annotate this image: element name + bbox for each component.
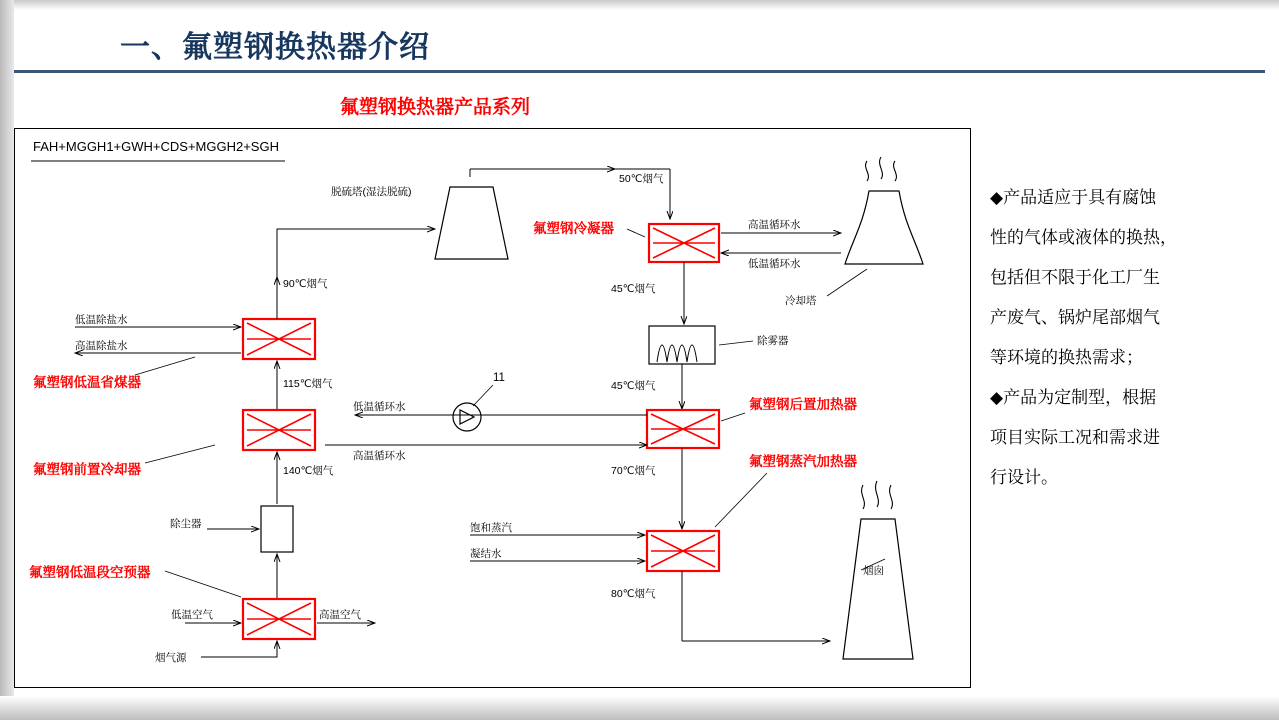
label-flue-50: 50℃烟气 (619, 173, 664, 185)
label-flue-80: 80℃烟气 (611, 588, 656, 600)
label-high-temp-demin-water: 高温除盐水 (75, 340, 128, 352)
slide-top-band (0, 0, 1279, 10)
slide-subtitle: 氟塑钢换热器产品系列 (340, 97, 531, 118)
label-air-preheater: 氟塑钢低温段空预器 (29, 565, 151, 580)
label-hot-circ-water-top: 高温循环水 (748, 219, 801, 231)
pre-cooler-unit (243, 410, 315, 450)
label-condenser: 氟塑钢冷凝器 (533, 221, 614, 236)
note-line-6: ◆产品为定制型，根据 (990, 388, 1157, 407)
label-high-temp-air: 高温空气 (319, 609, 361, 621)
note-line-1: ◆产品适应于具有腐蚀 (990, 188, 1157, 207)
label-flue-gas-source: 烟气源 (155, 652, 187, 664)
label-cold-circ-water-top: 低温循环水 (748, 258, 801, 270)
title-divider (14, 70, 1265, 73)
note-line-7: 项目实际工况和需求进 (990, 428, 1160, 447)
label-pump-number: 11 (493, 372, 505, 384)
note-line-4: 产废气、锅炉尾部烟气 (990, 308, 1160, 327)
flow-diagram-svg (15, 129, 968, 685)
slide-bottom-band (0, 696, 1279, 720)
label-desulfur-tower: 脱硫塔(湿法脱硫) (331, 186, 412, 198)
label-condensate: 凝结水 (470, 548, 502, 560)
label-low-temp-economizer: 氟塑钢低温省煤器 (33, 375, 141, 390)
label-cold-circ-water-mid: 低温循环水 (353, 401, 406, 413)
dust-collector-unit (261, 506, 293, 552)
label-flue-90: 90℃烟气 (283, 278, 328, 290)
note-line-3: 包括但不限于化工厂生 (990, 268, 1160, 287)
air-preheater-unit (243, 599, 315, 639)
page-title: 一、氟塑钢换热器介绍 (120, 31, 430, 64)
circulation-pump (453, 385, 493, 431)
post-heater-unit (647, 410, 719, 448)
label-dust-collector: 除尘器 (170, 518, 202, 530)
condenser-unit (649, 224, 719, 262)
note-line-8: 行设计。 (990, 468, 1058, 487)
demister-unit (649, 326, 715, 364)
label-flue-70: 70℃烟气 (611, 465, 656, 477)
label-post-heater: 氟塑钢后置加热器 (749, 397, 857, 412)
label-low-temp-demin-water: 低温除盐水 (75, 314, 128, 326)
steam-heater-unit (647, 531, 719, 571)
label-steam-heater: 氟塑钢蒸汽加热器 (749, 454, 857, 469)
label-saturated-steam: 饱和蒸汽 (470, 522, 512, 534)
diagram-code-label: FAH+MGGH1+GWH+CDS+MGGH2+SGH (33, 139, 279, 154)
label-low-temp-air: 低温空气 (171, 609, 213, 621)
note-line-5: 等环境的换热需求； (990, 348, 1143, 367)
slide-left-band (0, 0, 14, 720)
label-demister: 除雾器 (757, 335, 789, 347)
cooling-tower-shape (845, 157, 923, 264)
process-flow-diagram (14, 128, 971, 688)
label-flue-140: 140℃烟气 (283, 465, 334, 477)
low-temp-economizer-unit (243, 319, 315, 359)
note-line-2: 性的气体或液体的换热， (990, 228, 1177, 247)
label-pre-cooler: 氟塑钢前置冷却器 (33, 462, 141, 477)
notes-panel (990, 178, 1270, 498)
label-flue-45-bottom: 45℃烟气 (611, 380, 656, 392)
label-flue-45-top: 45℃烟气 (611, 283, 656, 295)
label-cooling-tower: 冷却塔 (785, 295, 817, 307)
label-hot-circ-water-mid: 高温循环水 (353, 450, 406, 462)
label-flue-115: 115℃烟气 (283, 378, 333, 390)
desulfurization-tower-shape (435, 187, 508, 259)
label-chimney: 烟囱 (863, 565, 884, 577)
